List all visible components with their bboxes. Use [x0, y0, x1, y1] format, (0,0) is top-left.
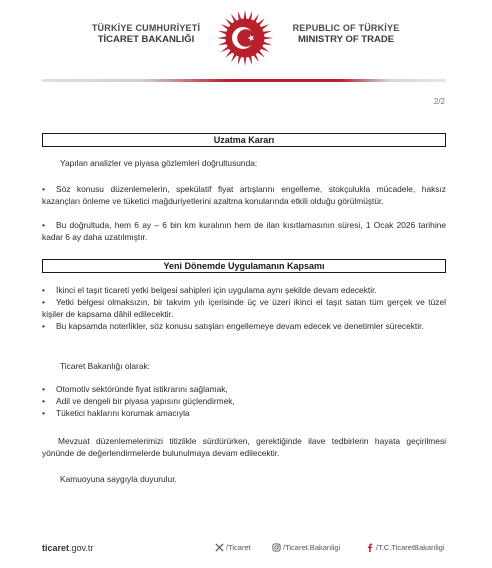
section2-bullet-text: İkinci el taşıt ticareti yetki belgesi sahipleri için uygulama aynı şekilde devam edecektir.: [56, 285, 377, 295]
section1-intro: Yapılan analizler ve piyasa gözlemleri doğrultusunda:: [60, 158, 258, 168]
footer-instagram-handle: /Ticaret.Bakanligi: [283, 543, 341, 552]
emblem-ray: [238, 11, 242, 20]
section3-list-text: Tüketici haklarını korumak amacıyla: [56, 408, 190, 418]
section1-bullet: [42, 184, 446, 207]
section1-bullet-text: Söz konusu düzenlemelerin, spekülatif fiyat artışlarını engelleme, stokçulukla mücadele, haksız kazançları önleme ve tüketici mağduriyetlerini azaltma konularında etkili olduğu görülmüştür.: [42, 184, 446, 206]
instagram-icon: [272, 543, 281, 552]
page-number: 2/2: [433, 97, 445, 106]
section2-bullet-text: Yetki belgesi olmaksızın, bir takvim yılı içerisinde üç ve üzeri ikinci el taşıt satan tüm gerçek ve tüzel kişiler de kapsama dâhil edilecektir.: [42, 297, 446, 319]
emblem-ray: [244, 57, 247, 66]
section1-bullet: [42, 220, 446, 243]
bullet-dot: •: [42, 384, 45, 394]
footer-facebook-handle: /T.C.TicaretBakanligi: [376, 543, 445, 552]
section1-bullet-text: Bu doğrultuda, hem 6 ay – 6 bin km kuralının hem de ilan kısıtlamasının süresi, 1 Ocak 2026 tarihine kadar 6 ay daha uzatılmıştır.: [42, 220, 446, 242]
emblem-ray: [238, 56, 242, 65]
footer-site-domain: .gov.tr: [69, 543, 94, 553]
header-title-turkish: [62, 22, 230, 46]
section2-bullet: [42, 285, 446, 297]
emblem-ray: [249, 56, 253, 65]
closing-statement: Kamuoyuna saygıyla duyurulur.: [60, 474, 177, 484]
emblem-ray: [218, 31, 227, 35]
header-en-line2: MINISTRY OF TRADE: [297, 34, 395, 45]
bullet-dot: •: [42, 321, 45, 331]
footer-facebook-link[interactable]: [365, 543, 445, 552]
header-title-english: [262, 22, 430, 46]
bullet-dot: •: [42, 285, 45, 295]
footer-site-name: ticaret: [42, 543, 70, 553]
section-title-uzatma-karari: Uzatma Kararı: [42, 133, 446, 147]
footer-instagram-link[interactable]: [272, 543, 340, 552]
section2-bullet: [42, 321, 446, 333]
section2-bullet-text: Bu kapsamda noterlikler, söz konusu satışları engellemeye devam edecek ve denetimler sürecektir.: [56, 321, 424, 331]
header-divider-rule: [42, 79, 446, 82]
header-tr-line1: TÜRKİYE CUMHURİYETİ: [91, 23, 201, 33]
bullet-dot: •: [42, 396, 45, 406]
bullet-dot: •: [42, 220, 45, 230]
footer-x-handle: /Ticaret: [226, 543, 251, 552]
footer-x-link[interactable]: [215, 543, 251, 552]
section3-list-text: Adil ve dengeli bir piyasa yapısını güçlendirmek,: [56, 396, 235, 406]
bullet-dot: •: [42, 297, 45, 307]
emblem-ray: [217, 37, 226, 40]
section-title-yeni-donem: Yeni Dönemde Uygulamanın Kapsamı: [42, 259, 446, 273]
emblem-ray: [218, 42, 227, 46]
emblem-ray: [244, 10, 247, 19]
facebook-icon: [365, 543, 374, 552]
header-en-line1: REPUBLIC OF TÜRKİYE: [292, 23, 400, 33]
header-tr-line2: TİCARET BAKANLIĞI: [97, 34, 195, 45]
x-logo-icon: [215, 543, 224, 552]
section3-list-text: Otomotiv sektöründe fiyat istikrarını sağlamak,: [56, 384, 228, 394]
emblem-ray: [249, 11, 253, 20]
section2-bullet: [42, 297, 446, 320]
section3-intro: Ticaret Bakanlığı olarak:: [60, 361, 150, 371]
section3-paragraph: Mevzuat düzenlemelerimizi titizlikle sürdürürken, gerektiğinde ilave tedbirlerin hayata geçirilmesi yönünde de değerlendirmelerde bulunulmaya devam edilecektir.: [42, 436, 446, 458]
footer-website[interactable]: [42, 543, 93, 553]
bullet-dot: •: [42, 184, 45, 194]
bullet-dot: •: [42, 408, 45, 418]
